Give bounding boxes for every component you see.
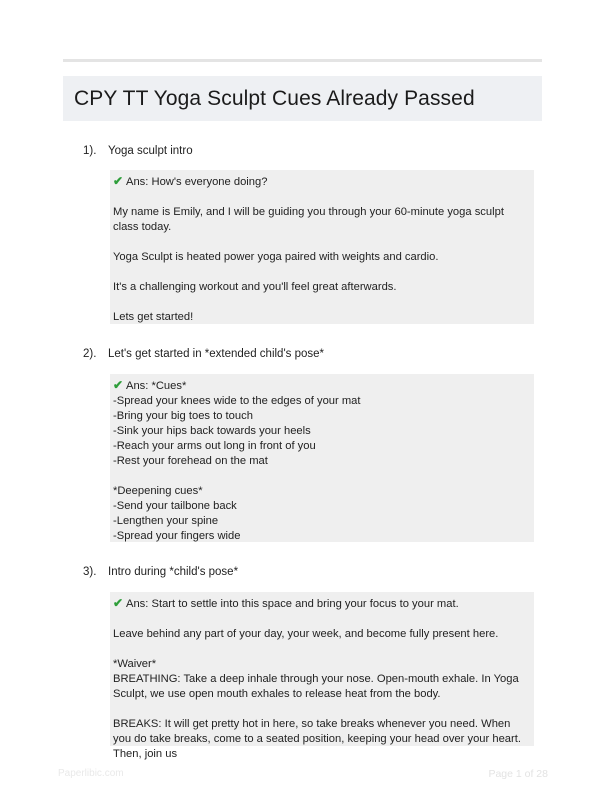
question-text: Yoga sculpt intro xyxy=(108,145,193,157)
checkmark-icon: ✔ xyxy=(113,596,124,610)
answer-paragraph: Yoga Sculpt is heated power yoga paired with weights and cardio. xyxy=(113,251,439,263)
answer-paragraph: BREAKS: It will get pretty hot in here, so take breaks whenever you need. When you do take breaks, come to a seated position, keeping your head over your heart. Then, join us xyxy=(113,718,521,760)
question-number: 2). xyxy=(83,348,97,360)
answer-paragraph: Lets get started! xyxy=(113,311,194,323)
answer-line: -Lengthen your spine xyxy=(113,515,219,527)
page-title: CPY TT Yoga Sculpt Cues Already Passed xyxy=(74,86,475,110)
question-text: Intro during *child's pose* xyxy=(108,566,239,578)
answer-line: -Spread your fingers wide xyxy=(113,530,241,542)
answer-line: -Bring your big toes to touch xyxy=(113,410,253,422)
checkmark-icon: ✔ xyxy=(113,174,124,188)
answer-box-2 xyxy=(110,374,534,542)
answer-paragraph: My name is Emily, and I will be guiding you through your 60-minute yoga sculpt class today. xyxy=(113,206,504,233)
answer-line: -Sink your hips back towards your heels xyxy=(113,425,311,437)
question-number: 1). xyxy=(83,145,97,157)
answer-paragraph: BREATHING: Take a deep inhale through your nose. Open-mouth exhale. In Yoga Sculpt, we use open mouth exhales to release heat from the body. xyxy=(113,673,519,700)
top-divider xyxy=(63,59,542,62)
answer-line: *Deepening cues* xyxy=(113,485,203,497)
answer-box-3 xyxy=(110,592,534,760)
checkmark-icon: ✔ xyxy=(113,378,124,392)
answer-line: Ans: Start to settle into this space and bring your focus to your mat. xyxy=(126,598,459,610)
answer-line: -Rest your forehead on the mat xyxy=(113,455,268,467)
answer-line: Ans: How's everyone doing? xyxy=(126,176,268,188)
title-bar xyxy=(63,76,542,121)
answer-line: -Send your tailbone back xyxy=(113,500,237,512)
answer-box-1 xyxy=(110,170,534,324)
question-text: Let's get started in *extended child's pose* xyxy=(108,348,325,360)
answer-line: Ans: *Cues* xyxy=(126,380,187,392)
footer-site: Paperlibic.com xyxy=(58,768,124,779)
answer-line: -Reach your arms out long in front of you xyxy=(113,440,316,452)
answer-paragraph: It's a challenging workout and you'll feel great afterwards. xyxy=(113,281,397,293)
answer-spacer xyxy=(113,469,528,484)
answer-paragraph: *Waiver* xyxy=(113,658,157,670)
page-number: Page 1 of 28 xyxy=(488,768,548,780)
question-number: 3). xyxy=(83,566,97,578)
answer-line: -Spread your knees wide to the edges of your mat xyxy=(113,395,361,407)
answer-paragraph: Leave behind any part of your day, your week, and become fully present here. xyxy=(113,628,499,640)
